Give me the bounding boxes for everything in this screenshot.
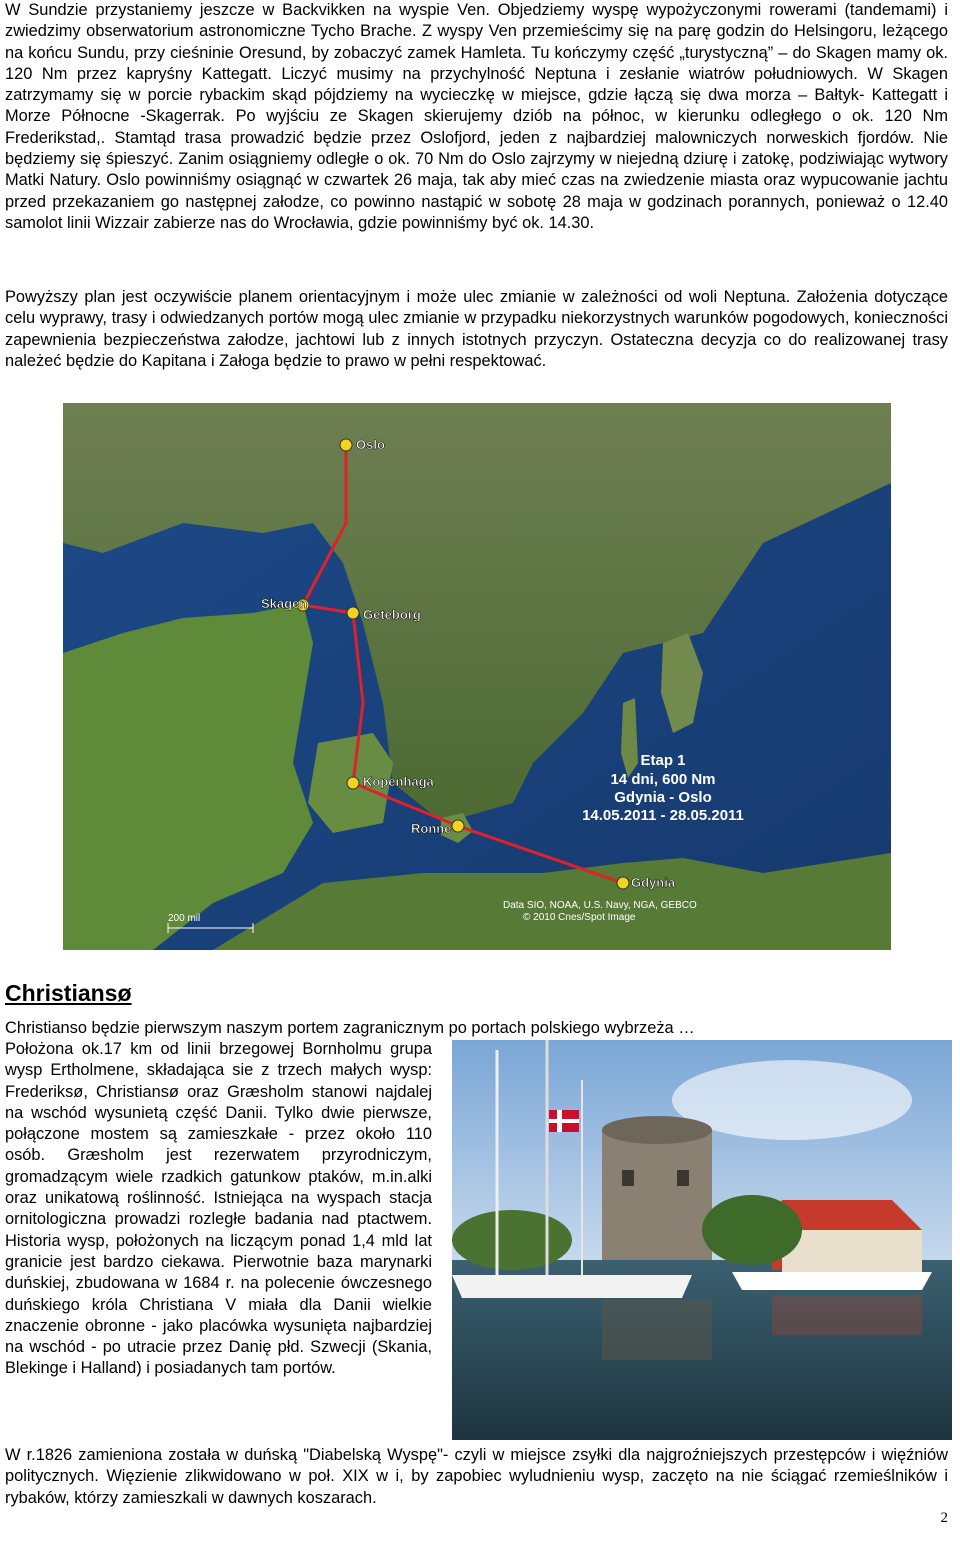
etap-title: Etap 1 (640, 752, 686, 769)
page-number: 2 (940, 1510, 948, 1526)
section-intro: Christianso będzie pierwszym naszym portem zagranicznym po portach polskiego wybrzeża … (5, 1019, 695, 1037)
route-map (63, 403, 891, 950)
pin-oslo (340, 437, 385, 452)
map-credits-line2: © 2010 Cnes/Spot Image (523, 912, 636, 923)
pin-skagen (261, 596, 309, 611)
etap-stats: 14 dni, 600 Nm (610, 771, 716, 788)
section-title: Christiansø (5, 980, 132, 1006)
port-label-geteborg: Geteborg (363, 607, 421, 622)
etap-dates: 14.05.2011 - 28.05.2011 (582, 807, 744, 824)
port-label-skagen: Skagen (261, 596, 308, 611)
map-credits-line1: Data SIO, NOAA, U.S. Navy, NGA, GEBCO (503, 900, 697, 911)
pin-gdynia (617, 875, 676, 890)
port-label-oslo: Oslo (356, 437, 385, 452)
etap-route: Gdynia - Oslo (614, 789, 712, 806)
history-paragraph: W r.1826 zamieniona została w duńską "Diabelską Wyspę"- czyli w miejsce zsyłki dla najgroźniejszych przestępców i więźniów politycznych. Więzienie zlikwidowano w poł. XIX w i, by zapobiec wyludnieniu wysp, zaczęto na nie ściągać rzemieślników i rybaków, którzy zamieszkali w dawnych koszarach. (5, 1446, 948, 1507)
port-label-gdynia: Gdynia (631, 875, 676, 890)
harbour-photo (452, 1040, 952, 1440)
port-label-ronne: Ronne (411, 821, 452, 836)
port-label-kopenhaga: Kopenhaga (363, 774, 434, 789)
scale-label: 200 mil (168, 913, 201, 924)
moored-boats (452, 1275, 692, 1298)
disclaimer-paragraph: Powyższy plan jest oczywiście planem orientacyjnym i może ulec zmianie w zależności od woli Neptuna. Założenia dotyczące celu wyprawy, trasy i odwiedzanych portów mogą ulec zmianie w przypadku niekorzystnych warunków pogodowych, konieczności zapewnienia bezpieczeństwa załodze, jachtowi lub z innych istotnych przyczyn. Ostateczna decyzja co do realizowanej trasy należeć będzie do Kapitana i Załoga będzie to prawo w pełni respektować. (5, 288, 948, 370)
route-paragraph: W Sundzie przystaniemy jeszcze w Backvikken na wyspie Ven. Objedziemy wyspę wypożyczonymi rowerami (tandemami) i zwiedzimy obserwatorium astronomiczne Tycho Brache. Z wyspy Ven przemieścimy się na parę godzin do Helsingoru, leżącego na końcu Sundu, przy cieśninie Oresund, by zobaczyć zamek Hamleta. Tu kończymy część „turystyczną” – do Skagen mamy ok. 120 Nm przez kapryśny Kattegatt. Liczyć musimy na przychylność Neptuna i zesłanie wiatrów południowych. W Skagen zatrzymamy się w porcie rybackim skąd pójdziemy na wycieczkę w miejsce, gdzie łączą się dwa morza – Bałtyk- Kattegatt i Morze Północne -Skagerrak. Po wyjściu ze Skagen skierujemy dziób na północ, w kierunku odległego o ok. 120 Nm Frederikstad,. Stamtąd trasa prowadzić będzie przez Oslofjord, jeden z najbardziej malowniczych norweskich fjordów. Nie będziemy się śpieszyć. Zanim osiągniemy odległe o ok. 70 Nm do Oslo zajrzymy w niejedną dziurę i zatokę, podziwiając wytwory Matki Natury. Oslo powinniśmy osiągnąć w czwartek 26 maja, tak aby mieć czas na zwiedzenie miasta oraz wypucowanie jachtu przed przekazaniem go następnej załodze, co powinno nastąpić w sobotę 28 maja w godzinach porannych, ponieważ o 12.40 samolot linii Wizzair zabierze nas do Wrocławia, gdzie powinniśmy być ok. 14.30. (5, 1, 948, 232)
christianso-description: Położona ok.17 km od linii brzegowej Bornholmu grupa wysp Ertholmene, składająca sie z trzech małych wysp: Frederiksø, Christiansø oraz Græsholm stanowi najdalej na wschód wysunietą część Danii. Tylko dwie pierwsze, połączone mostem są zamieszkałe - przez około 110 osób. Græsholm jest rezerwatem przyrodniczym, gromadzącym wiele rzadkich gatunkow ptaków, m.in.alki oraz unikatową roślinność. Istniejąca na wyspach stacja ornitologiczna prowadzi rozległe badania nad ptactwem. Historia wysp, położonych na liczącym ponad 1,4 mld lat granicie jest bardzo ciekawa. Pierwotnie baza marynarki duńskiej, zbudowana w 1684 r. na polecenie ówczesnego duńskiego króla Christiana V miała dla Danii wielkie znaczenie obronne - jako placówka wysunięta najbardziej na wschód - po utracie przez Danię płd. Szwecji (Skania, Blekinge i Halland) i posiadanych tam portów. (5, 1040, 432, 1378)
fortress-tower (602, 1130, 712, 1260)
